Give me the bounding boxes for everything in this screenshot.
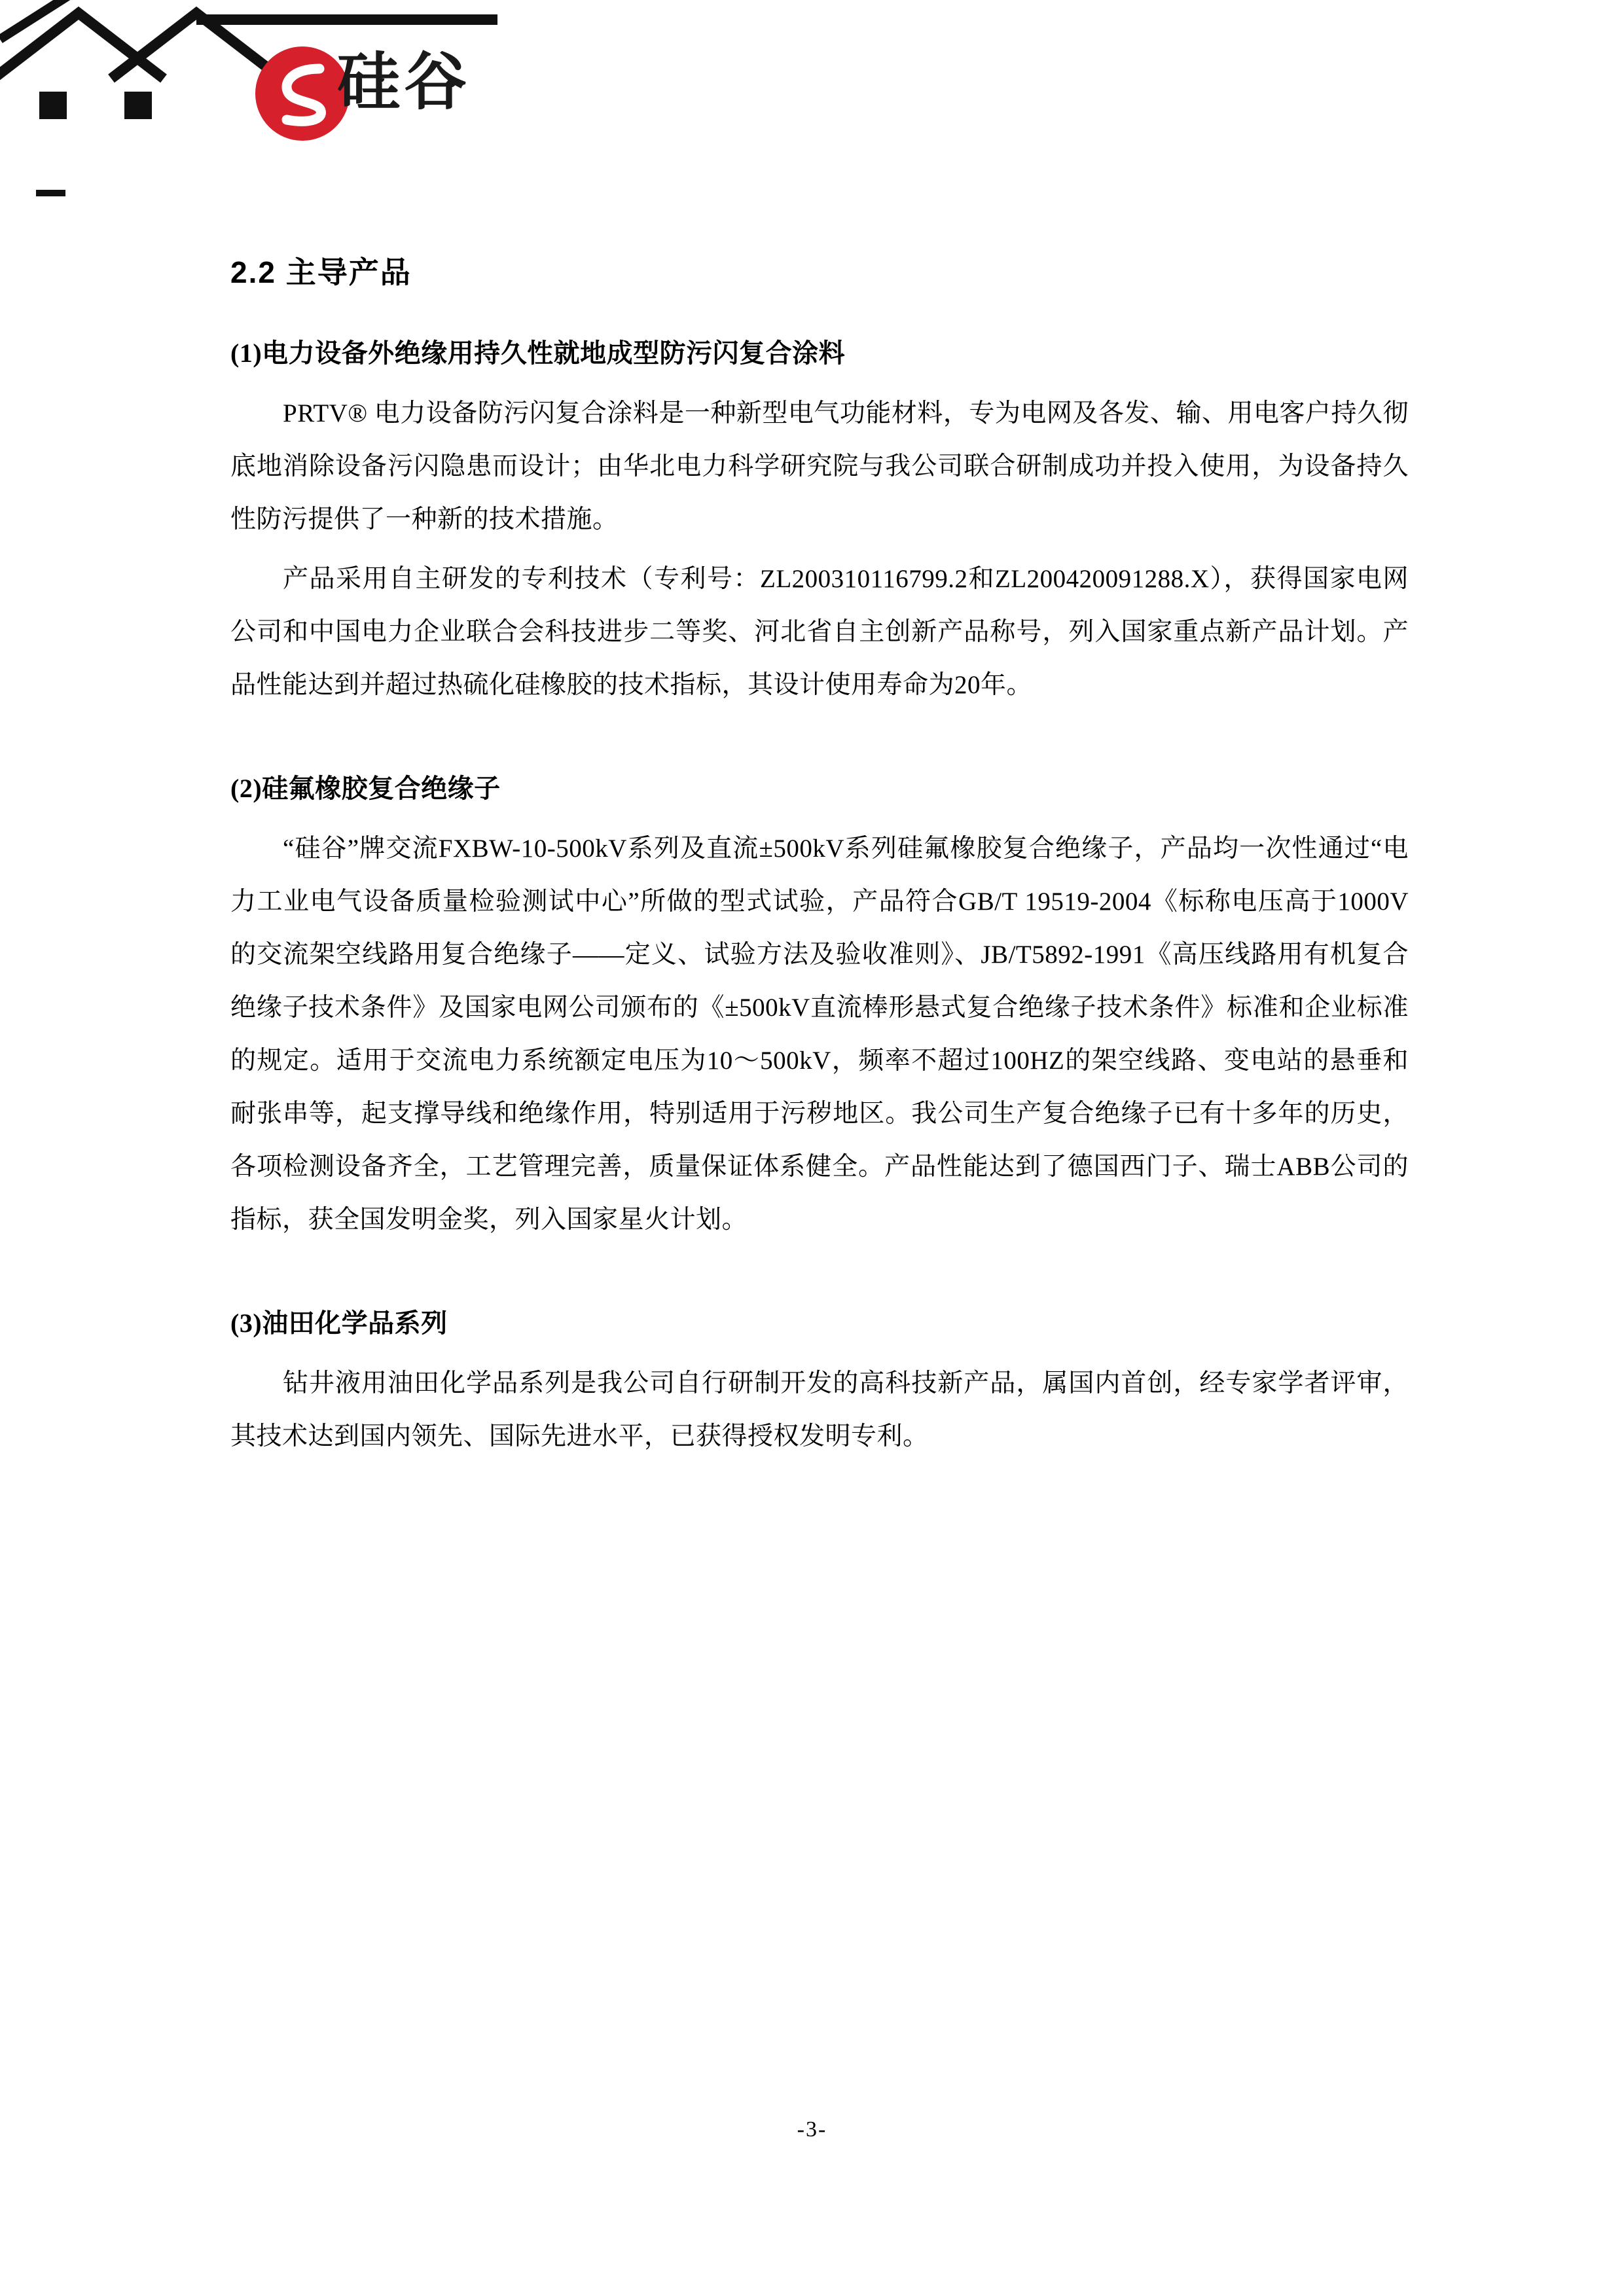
logo-text: 硅谷	[337, 47, 471, 117]
page-footer	[0, 2117, 1624, 2142]
page-number: -3-	[797, 2117, 827, 2142]
product-2-heading: (2)硅氟橡胶复合绝缘子	[230, 774, 501, 803]
product-2-paragraph-1: “硅谷”牌交流FXBW-10-500kV系列及直流±500kV系列硅氟橡胶复合绝缘子，产品均一次性通过“电力工业电气设备质量检验测试中心”所做的型式试验，产品符合GB/T 19519-2004《标称电压高于1000V的交流架空线路用复合绝缘子——定义、试验方法及验收准则》、JB/T5892-1991《高压线路用有机复合绝缘子技术条件》及国家电网公司颁布的《±500kV直流棒形悬式复合绝缘子技术条件》标准和企业标准的规定。适用于交流电力系统额定电压为10～500kV，频率不超过100HZ的架空线路、变电站的悬垂和耐张串等，起支撑导线和绝缘作用，特别适用于污秽地区。我公司生产复合绝缘子已有十多年的历史，各项检测设备齐全，工艺管理完善，质量保证体系健全。产品性能达到了德国西门子、瑞士ABB公司的指标，获全国发明金奖，列入国家星火计划。	[230, 834, 1409, 1234]
page-title: 2.2 主导产品	[230, 255, 412, 289]
document-content	[230, 249, 1409, 1463]
product-3-paragraph-1: 钻井液用油田化学品系列是我公司自行研制开发的高科技新产品，属国内首创，经专家学者评审，其技术达到国内领先、国际先进水平，已获得授权发明专利。	[230, 1369, 1409, 1450]
product-3-heading: (3)油田化学品系列	[230, 1308, 448, 1338]
product-1-heading: (1)电力设备外绝缘用持久性就地成型防污闪复合涂料	[230, 338, 846, 368]
product-1-paragraph-1: PRTV® 电力设备防污闪复合涂料是一种新型电气功能材料，专为电网及各发、输、用电客户持久彻底地消除设备污闪隐患而设计；由华北电力科学研究院与我公司联合研制成功并投入使用，为设备持久性防污提供了一种新的技术措施。	[230, 399, 1409, 533]
product-1-paragraph-2: 产品采用自主研发的专利技术（专利号：ZL200310116799.2和ZL200420091288.X），获得国家电网公司和中国电力企业联合会科技进步二等奖、河北省自主创新产品称号，列入国家重点新产品计划。产品性能达到并超过热硫化硅橡胶的技术指标，其设计使用寿命为20年。	[230, 565, 1409, 699]
